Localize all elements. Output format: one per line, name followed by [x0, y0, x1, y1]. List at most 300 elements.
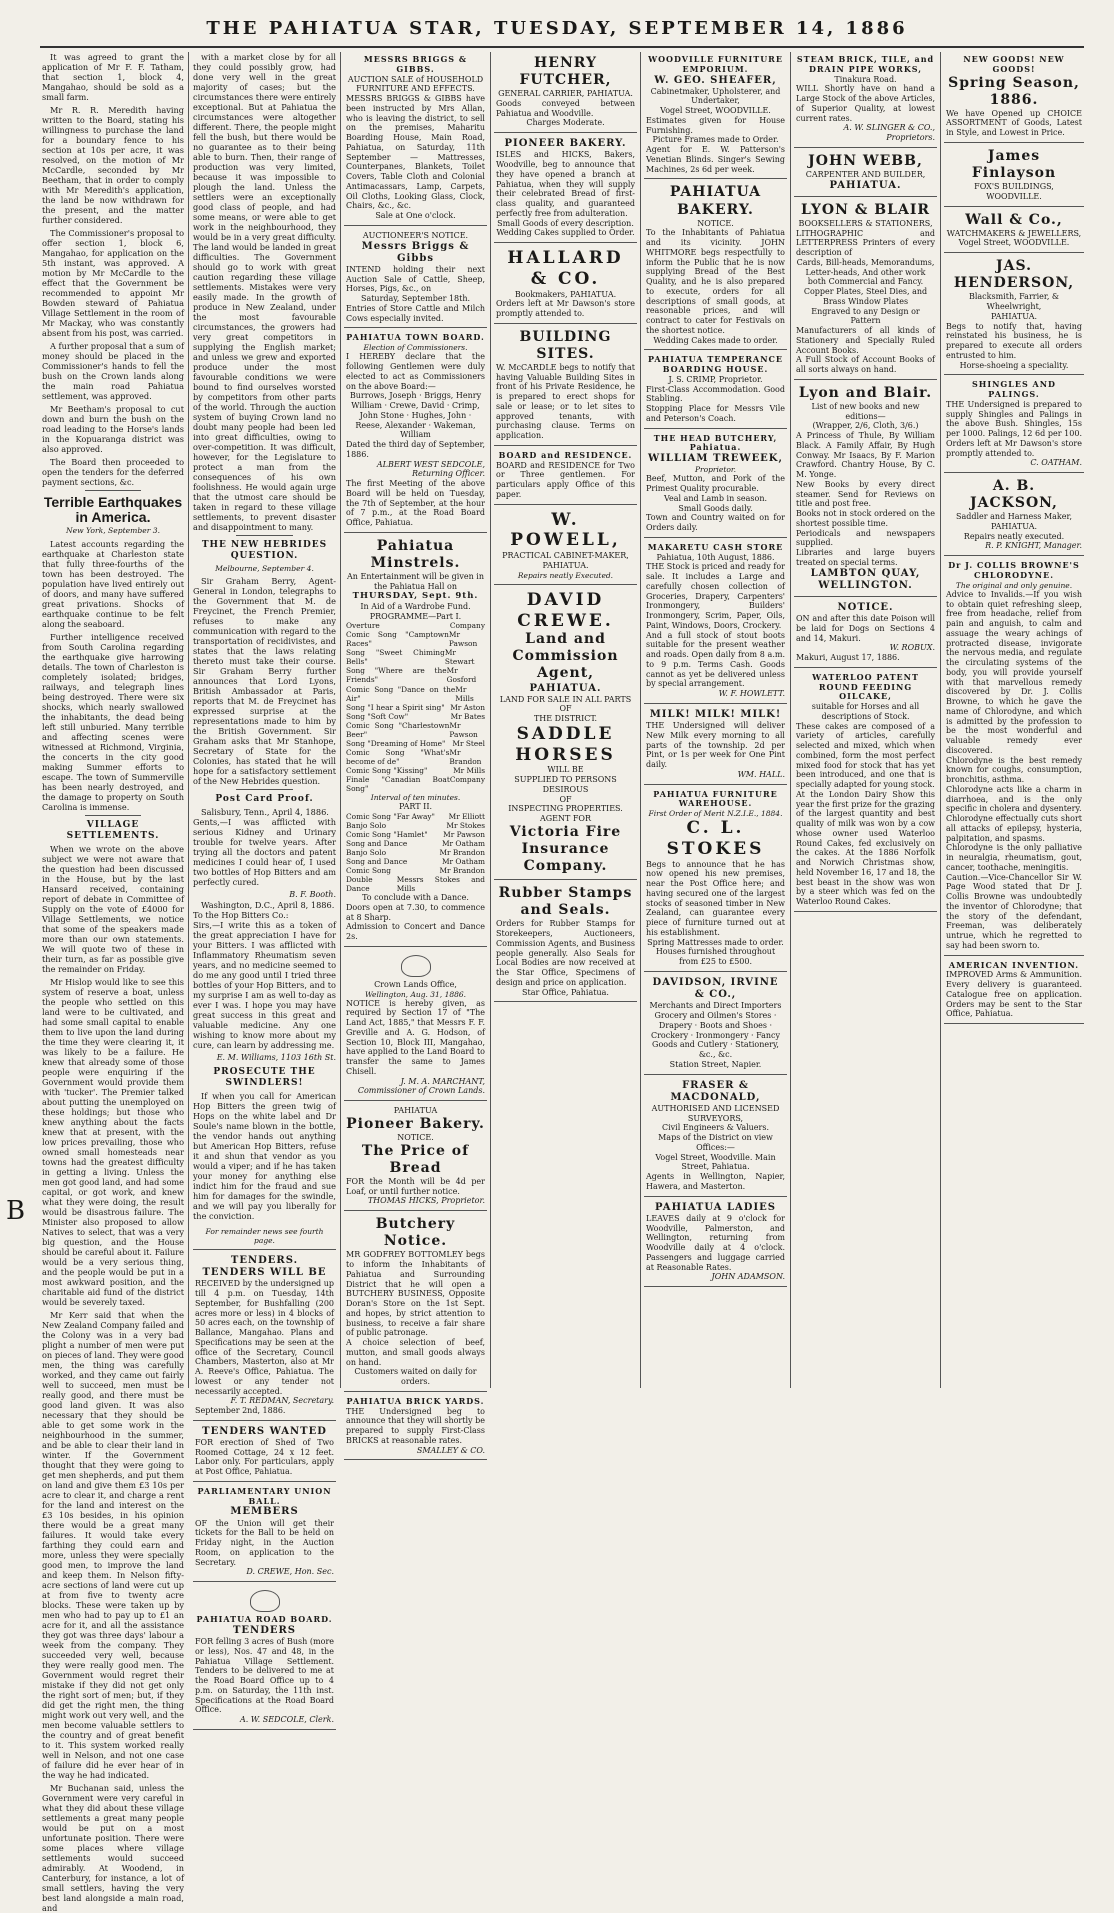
programme-row: [346, 866, 485, 875]
ad-body: Agents in Wellington, Napier, Hawera, and Masterton.: [646, 1172, 785, 1191]
ad-body: INTEND holding their next Auction Sale of Cattle, Sheep, Horses, Pigs, &c., on: [346, 264, 485, 294]
signature: E. M. Williams, 1103 16th St.: [216, 1052, 336, 1062]
editor-note: For remainder news see fourth page.: [205, 1226, 324, 1245]
column-3: [344, 52, 487, 1455]
article-headline: Terrible Earthquakes in America.: [43, 494, 183, 525]
ad-body: Goods conveyed between Pahiatua and Woodville.: [496, 98, 635, 118]
ad-title: Crown Lands Office,: [374, 979, 457, 989]
cash-store-ad: [644, 540, 787, 704]
column-1: [42, 52, 184, 1913]
divider: [85, 490, 142, 491]
ad-subtitle: NOTICE.: [697, 218, 734, 228]
ad-date: Dated the third day of September, 1886.: [346, 440, 485, 459]
brick-yards-ad: [344, 1394, 487, 1461]
programme-item: Double Dance: [346, 874, 373, 894]
news-paragraph: Washington, D.C., April 8, 1886. To the Hop Bitters Co.: Sirs,—I write this as a token of the great appreciation I have for your Bitters. I was afflicted with Inflammatory Rheumatism seven years, and no medicine seemed to do me any good until I tried three bottles of your Hop Bitters, and to my surprise I am as well to-day as ever I was. I hope you may have great success in this great and valuable medicine. Any one wishing to know more about my cure, can learn by addressing me.: [193, 899, 336, 1050]
column-2: [193, 52, 336, 1725]
ad-body: Beef, Mutton, and Pork of the Primest Quality procurable.: [646, 474, 785, 494]
ad-headline: C. L. STOKES: [666, 818, 765, 859]
programme-item: Comic Song "Kissing": [346, 765, 428, 775]
programme-item: Song "Where are the Friends": [346, 666, 447, 685]
ad-subtitle: BOOKSELLERS & STATIONERS,: [798, 218, 933, 228]
ad-title: HALLARD & CO.: [507, 248, 624, 289]
ad-body: Chlorodyne is the best remedy known for coughs, consumption, bronchitis, asthma.: [946, 755, 1082, 785]
ad-place: PAHIATUA.: [529, 682, 602, 694]
invention-ad: [944, 958, 1084, 1025]
programme-row: [346, 857, 485, 866]
programme-item: Song and Dance: [346, 856, 408, 866]
importers-ad: [644, 974, 787, 1075]
ad-title: SHINGLES AND PALINGS.: [972, 379, 1056, 400]
programme-item: Banjo Solo: [346, 820, 387, 830]
ad-body: Manufacturers of all kinds of Stationery and Specially Ruled Account Books.: [796, 326, 935, 355]
news-paragraph: The Commissioner's proposal to offer section 1, block 6, Mangahao, for application on the 5th instant, was approved. A motion by Mr McCardle to the effect that the Government be recommended to appoint Mr Bowden steward of Pahiatua Village Settlement in the room of Mr Mackay, who was constantly absent from his post, was carried.: [42, 228, 184, 338]
ad-body: A Princess of Thule, By William Black. A Family Affair, By Hugh Conway. Mr Isaacs, By F. Marion Crawford. Chantry House, By C. M. Yonge.: [796, 431, 935, 480]
article-headline: Post Card Proof.: [215, 794, 314, 805]
ad-body: Estimates given for House Furnishing.: [646, 115, 785, 135]
carrier-ad: [494, 52, 637, 133]
programme-row: [346, 875, 485, 893]
news-paragraph: Sir Graham Berry, Agent-General in London, telegraphs to the Government that M. de Freycinet, the French Premier, refuses to make any communication with regard to the transportation of recidivistes, and states that the laws relating thereto must take their course. Sir Graham Berry further announces that Lord Lyons, British Ambassador at Paris, reports that M. de Freycinet has expressed surprise at the representations made to him by the British Government. Sir Graham asks that Mr Stanhope, Secretary of State for the Colonies, has stated that he will hope for a satisfactory settlement of the New Hebrides question.: [193, 576, 336, 787]
masthead: THE PAHIATUA STAR, TUESDAY, SEPTEMBER 14, 1886: [206, 18, 908, 39]
programme-row: [346, 712, 485, 721]
programme-part-2: [346, 812, 485, 893]
ad-subtitle: GENERAL CARRIER, PAHIATUA.: [498, 89, 633, 99]
ad-date: Pahiatua, 10th August, 1886.: [656, 552, 775, 562]
ad-body: Stopping Place for Messrs Vile and Peterson's Coach.: [646, 404, 785, 423]
ad-headline: SADDLE HORSES: [515, 723, 616, 765]
ad-subtitle: Saddler and Harness Maker,: [956, 512, 1072, 522]
ad-place: PAHIATUA.: [990, 311, 1038, 321]
news-paragraph: with a market close by for all they could possibly grow, had done very well in the great majority of cases; but the circumstances there were entirely exceptional. But at Pahiatua the circumstances were altogether different. There, the people might fell the bush, but there would be no guarantee as to their being able to burn. Then, their range of production was very limited, because it was impossible to plough the land. Unless the settlers were an exceptionally good class of people, and had some means, or were able to get work in the neighbourhood, they would be in a very great difficulty. The land would be landed in great difficulties. The Government should go to work with great caution regarding these village settlements. Mistakes were very easily made. In the growth of produce in New Zealand, under the most favourable circumstances, the growers had very great competitors in supplying the English market; and unless we grew and exported produce under the most favourable conditions we were bound to find ourselves worsted by competitors from other parts of the world. Through the auction system of buying Crown land no doubt many people had been led into great difficulties, owing to over-competition. It was difficult, however, for the Legislature to protect a man from the consequences of his own foolishness. He would again urge that the utmost care should be taken in regard to these village settlements, to prevent disaster and disappointment to many.: [193, 52, 336, 532]
town-board-ad: [344, 330, 487, 532]
ad-body: ON and after this date Poison will be laid for Dogs on Sections 4 and 14, Makuri.: [796, 614, 935, 643]
news-paragraph: It was agreed to grant the application of Mr F. F. Tatham, that section 1, block 4, Mangahao, should be sold as a small farm.: [42, 52, 184, 102]
ad-title: Pioneer Bakery.: [346, 1115, 485, 1132]
ad-title: STEAM BRICK, TILE, and DRAIN PIPE WORKS,: [796, 54, 935, 74]
ad-title: AMERICAN INVENTION.: [948, 959, 1080, 970]
programme-performer: Mr Pawson: [448, 630, 478, 649]
ad-footer: Star Office, Pahiatua.: [522, 987, 609, 997]
ad-title: DAVIDSON, IRVINE & CO.,: [652, 976, 779, 1001]
ad-body: Repairs neatly executed.: [963, 531, 1065, 541]
column-4: [494, 52, 637, 1392]
ad-body: NOTICE is hereby given, as required by Section 17 of "The Land Act, 1885," that Messrs F. F. Greville and A. G. Hodson, of Section 10, Block III, Mangahao, have applied to the Land Board to transfer the same to James Chisell.: [346, 998, 485, 1076]
programme-performer: Mr Pawson: [449, 720, 478, 739]
building-sites-ad: [494, 326, 637, 446]
ad-headline: Victoria Fire Insurance: [509, 823, 622, 858]
programme-performer: Mr Mills: [455, 684, 474, 703]
ad-body: We have Opened up CHOICE ASSORTMENT of Goods, Latest in Style, and Lowest in Price.: [946, 108, 1082, 138]
ad-subtitle: Blacksmith, Farrier, & Wheelwright,: [968, 292, 1060, 312]
ad-title: W. POWELL,: [510, 509, 621, 551]
road-board-ad: [193, 1584, 336, 1730]
furniture-warehouse-ad: [644, 787, 787, 972]
programme-row: [346, 839, 485, 848]
ad-body: WILL BE: [547, 765, 584, 775]
ad-body: THE Stock is priced and ready for sale. It includes a Large and carefully chosen collection of Groceries, Drapery, Carpenters' Ironmongery, Builders' Ironmongery, Scrim, Paper, Oils, Paint, Windows, Doors, Crockery.: [646, 562, 785, 630]
column-rule: [940, 52, 941, 1388]
pahiatua-bakery-ad: [644, 181, 787, 350]
column-rule: [790, 52, 791, 1388]
news-paragraph: Mr Beetham's proposal to cut down and burn the bush on the road leading to the Horse's lands in the Kopuaranga district was also approved.: [42, 404, 184, 454]
programme-performer: Company: [449, 774, 485, 784]
programme-row: [346, 703, 485, 712]
brick-works-ad: [794, 52, 937, 148]
ad-body: First-Class Accommodation. Good Stabling.: [646, 384, 785, 404]
ad-body: THE DISTRICT.: [533, 714, 598, 724]
programme-item: Comic Song "Dance on the Air": [346, 684, 456, 703]
signature: C. OATHAM.: [1030, 458, 1082, 468]
ad-title: WOODVILLE FURNITURE EMPORIUM.: [648, 54, 783, 74]
news-paragraph: Mr Hislop would like to see this system of reserve a boat, unless the people who settled on this land were to be cultivated, and had some small capital to enable them to live upon the land during the time they were clearing it, it was likely to be a failure. He knew that already some of those people were enquiring if the Government would provide them with 'tucker'. The Premier talked about putting the unemployed on these holdings; but those who knew anything about the facts knew that at present, with the low prices prevailing, those who owned small homesteads near towns had the greatest difficulty in getting a living. Unless the men got good land, and had some capital, or got work, and knew what they were doing, the result would be disastrous failure. The Minister also proposed to allow Natives to select, that was a very big question, and the House should be careful about it. Failure would be a very serious thing, and the people would be put in a most awkward position, and the charitable aid fund of the district would be severely taxed.: [42, 976, 184, 1307]
ad-body: (Wrapper, 2/6, Cloth, 3/6.): [812, 421, 919, 431]
column-7: [944, 52, 1084, 1392]
ad-body: Agent for E. W. Patterson's Venetian Blinds. Singer's Sewing Machines, 2s 6d per week.: [646, 145, 785, 174]
programme-performer: Mr Stokes: [446, 820, 485, 830]
ad-body: THE Undersigned beg to announce that they will shortly be prepared to supply First-Class BRICKS at reasonable rates.: [346, 1406, 485, 1445]
ad-subtitle: W. GEO. SHEAFER,: [654, 74, 777, 86]
ad-title: TENDERS WANTED: [202, 1425, 327, 1437]
programme-performer: Mr Brandon: [449, 747, 482, 766]
jewellers-ad: [944, 209, 1084, 254]
programme-row: [346, 775, 485, 793]
ad-body: SUPPLIED TO PERSONS DESIROUS: [514, 775, 617, 794]
ad-title: BOARD and RESIDENCE.: [498, 449, 633, 460]
ad-title: MILK! MILK! MILK!: [649, 708, 782, 720]
ad-body: MR GODFREY BOTTOMLEY begs to inform the Inhabitants of Pahiatua and Surrounding District that he will open a BUTCHERY BUSINESS, Opposite Doran's Store on the 1st Sept. and hopes, by strict attention to business, to receive a fair share of public patronage.: [346, 1250, 485, 1338]
ad-date: Makuri, August 17, 1886.: [796, 653, 900, 663]
programme-row: [346, 748, 485, 766]
ad-body: LITHOGRAPHIC and LETTERPRESS Printers of every description of: [796, 228, 935, 258]
ad-trade: Civil Engineers & Valuers.: [661, 1123, 770, 1133]
ad-address: Vogel Street, WOODVILLE.: [958, 238, 1070, 248]
ad-subtitle: Election of Commissioners.: [363, 343, 468, 353]
ad-title: Dr J. COLLIS BROWNE'S CHLORODYNE.: [948, 560, 1080, 580]
coat-of-arms-icon: [250, 1590, 280, 1612]
ad-footer: Charges Moderate.: [526, 118, 605, 128]
ad-title: Lyon and Blair.: [798, 384, 933, 401]
programme-item: Overture: [346, 621, 380, 631]
programme-row: [346, 721, 485, 739]
boarding-house-ad: [644, 352, 787, 428]
margin-mark: B: [6, 1196, 26, 1226]
butchery-ad: [644, 431, 787, 538]
ad-title: James Finlayson: [971, 147, 1057, 181]
ad-place: PAHIATUA.: [829, 179, 902, 191]
programme-item: Comic Song "Camptown Races": [346, 630, 449, 649]
programme-row: [346, 648, 485, 666]
ad-footer: Wedding Cakes supplied to Order.: [496, 228, 635, 238]
ad-address: Station Street, Napier.: [669, 1059, 762, 1069]
ad-title: Butchery Notice.: [375, 1216, 456, 1250]
ad-footer: Houses furnished throughout from £25 to £500.: [655, 947, 776, 967]
news-paragraph: Mr Buchanan said, unless the Government were very careful in what they did about these village settlements a great many people would be put on a most unfortunate position. There were some places where village settlements would succeed admirably. At Woodend, in Canterbury, for instance, a lot of small settlers, having the very best land alongside a main road, and: [42, 1782, 184, 1913]
ad-body: Chlorodyne is the only palliative in neuralgia, rheumatism, gout, cancer, toothache, meningitis.: [946, 843, 1082, 872]
ad-body: FOR felling 3 acres of Bush (more or less), Nos. 47 and 48, in the Pahiatua Village Settlement. Tenders to be delivered to me at the Road Board Office up to 4 p.m. on Saturday, the 11th inst. Specifications at the Road Board Office.: [195, 1637, 334, 1715]
ad-title: MESSRS BRIGGS & GIBBS.: [363, 54, 468, 74]
ad-body: Orders left at Mr Dawson's store promptly attended to.: [496, 299, 635, 319]
ad-body: ISLES and HICKS, Bakers, Woodville, beg to announce that they have opened a branch at Pahiatua, when they will supply their celebrated Bread of first-class quality, and guaranteed perfectly free from adulteration.: [496, 150, 635, 218]
ad-body: Town and Country waited on for Orders daily.: [646, 513, 785, 533]
divider: [236, 789, 293, 790]
programme-performer: Mr Brandon: [439, 865, 485, 875]
news-paragraph: Latest accounts regarding the earthquake at Charleston state that fully three-fourths of the town has been destroyed. The population have lived entirely out of doors, and many have suffered great privations. Shocks of earthquake continue to be felt along the seaboard.: [42, 538, 184, 629]
tenders-ad: [193, 1252, 336, 1421]
divider: [85, 815, 142, 816]
ad-title: LYON & BLAIR: [800, 201, 931, 218]
column-rule: [340, 52, 341, 1388]
ad-body: Veal and Lamb in season.: [663, 493, 768, 503]
ad-subtitle: WATCHMAKERS & JEWELLERS,: [946, 228, 1082, 238]
ad-place: PAHIATUA.: [990, 521, 1038, 531]
news-paragraph: Salisbury, Tenn., April 4, 1886. Gents,—I was afflicted with serious Kidney and Urinary trouble for twelve years. After trying all the doctors and patent medicines I could hear of, I used two bottles of Hop Bitters and am perfectly cured.: [193, 807, 336, 888]
ad-cause: In Aid of a Wardrobe Fund.: [360, 601, 471, 611]
ad-subtitle: suitable for Horses and all descriptions of Stock.: [811, 702, 920, 721]
news-paragraph: When we wrote on the above subject we were not aware that the question had been discussed in the House, but by the last Hansard received, containing report of debate in Committee of Supply on the vote of £4000 for Village Settlements, we notice that some of the speakers made more than our own statements. We will quote two of these in their turn, as far as possible give the remainder on Friday.: [42, 843, 184, 974]
ad-body: WILL Shortly have on hand a Large Stock of the above Articles, of Superior Quality, at lowest current rates.: [796, 84, 935, 123]
signature: B. F. Booth.: [289, 890, 336, 900]
signature: D. CREWE, Hon. Sec.: [246, 1567, 334, 1577]
ad-date: THURSDAY, Sept. 9th.: [352, 591, 479, 602]
ad-body: W. McCARDLE begs to notify that having Valuable Building Sites in front of his Private Residence, he is prepared to erect shops for sale or lease; or to let sites to approved tenants, with purchasing clause. Terms on application.: [496, 362, 635, 441]
board-residence-ad: [494, 448, 637, 505]
ad-date: Wellington, Aug. 31, 1886.: [364, 989, 467, 999]
ad-subtitle: AUCTION SALE of HOUSEHOLD FURNITURE AND EFFECTS.: [347, 74, 484, 94]
column-rule: [188, 52, 189, 1388]
programme-item: Comic Song: [346, 865, 391, 875]
interval-note: Interval of ten minutes.: [370, 792, 461, 802]
auction-ad: [344, 52, 487, 226]
programme-item: Song and Dance: [346, 838, 408, 848]
bookmakers-ad: [494, 245, 637, 324]
article-headline: PROSECUTE THE SWINDLERS!: [213, 1066, 316, 1088]
programme-performer: Mr Brandon: [439, 847, 485, 857]
rubber-stamps-ad: [494, 882, 637, 1002]
signature: WM. HALL.: [737, 769, 785, 779]
dateline: Melbourne, September 4.: [215, 563, 314, 573]
ad-body: Small Goods of every description.: [497, 218, 634, 228]
signature: SMALLEY & CO.: [416, 1445, 485, 1455]
ad-headline: Land and Commission: [512, 631, 619, 665]
ad-subtitle: TENDERS: [232, 1624, 297, 1636]
ad-body: Begs to notify that, having reinstated his business, he is prepared to execute all orders entrusted to him.: [946, 321, 1082, 360]
ad-footer: Entries of Store Cattle and Milch Cows especially invited.: [346, 303, 485, 323]
new-books-ad: [794, 382, 937, 597]
news-paragraph: Mr Kerr said that when the New Zealand Company failed and the Colony was in a very bad plight a number of men were put on pieces of land. They were good men, the thing was carefully worked, and they came out fairly well to succeed, men must be really good, and there must be good land given. It was also necessary that they should be able to get some work in the neighbourhood in the summer, and be able to clear their land in winter. If the Government thought that they were going to get men shepherds, and put them on land and give them £3 10s per acre to clear it, and charge a rent for the land and interest on the £3 10s besides, in his opinion there would be a great many failures. It would take every farthing they could earn and more, unless they were specially good men, to improve the land and keep them. In Nelson fifty-acre sections of land were cut up at from five to twenty acre blocks. These were taken up by men who had to pay up to £1 an acre for it, and all the assistance they got was three days' labour a week from the company. They succeeded very well, because they were really good men. The Government would regret their mistake if they did not get only the right sort of men; but, if they did get the right men, the thing might work out very well, and the men become valuable settlers to the country and of great benefit to it. This system worked really well in Nelson, and not one case of failure did he ever hear of in the way he had indicated.: [42, 1309, 184, 1780]
ad-subtitle: PRACTICAL CABINET-MAKER, PAHIATUA.: [502, 551, 629, 570]
article-headline: THE NEW HEBRIDES QUESTION.: [201, 540, 328, 561]
programme-item: Banjo Solo: [346, 847, 387, 857]
ad-body: Grocery and Oilmen's Stores · Drapery · Boots and Shoes · Crockery · Ironmongery · Fancy Goods and Cutlery · Stationery, &c., &c.: [650, 1011, 781, 1060]
ad-body: A Full Stock of Account Books of all sorts always on hand.: [796, 355, 935, 375]
land-agent-ad: [494, 587, 637, 880]
ad-body: THE Undersigned will deliver New Milk every morning to all parts of the township. 2d per Pint, or 1s per week for One Pint daily.: [646, 721, 785, 770]
programme-row: [346, 621, 485, 630]
ad-title: PAHIATUA FURNITURE WAREHOUSE.: [653, 788, 778, 809]
ad-footer: To conclude with a Dance.: [362, 893, 469, 903]
programme-item: Comic Song "What's become of de": [346, 747, 450, 766]
ad-address: Vogel Street, Woodville. Main Street, Pahiatua.: [655, 1152, 776, 1172]
ad-date: Saturday, September 18th.: [360, 294, 471, 304]
ad-title: FRASER & MACDONALD,: [670, 1079, 761, 1103]
pioneer-bakery-ad: [494, 135, 637, 243]
programme-item: Song "Dreaming of Home": [346, 738, 446, 748]
ad-body: FOR the Month will be 4d per Loaf, or until further notice.: [346, 1176, 485, 1196]
programme-row: [346, 812, 485, 821]
ad-body: Repairs neatly Executed.: [517, 570, 614, 580]
ad-title: PARLIAMENTARY UNION BALL.: [197, 1485, 332, 1506]
ad-body: OF the Union will get their tickets for the Ball to be held on Friday night, in the Auction Room, on application to the Secretary.: [195, 1518, 334, 1567]
programme-item: Comic Song "Charlestown Beer": [346, 720, 450, 739]
tenders-wanted-ad: [193, 1423, 336, 1482]
ad-body: At the London Dairy Show this year the first prize for the grazing of the largest quantity and best quality of milk was won by a cow whose owner used Waterloo Round Cakes, fed exclusively on the cakes. At the 1886 Norfolk and Norwich Christmas show, held November 16, 17 and 18, the best beast in the show was won by a steer which was fed on the Waterloo Round Cakes.: [796, 789, 935, 907]
programme-performer: Mr Gosford: [446, 666, 477, 685]
ad-place: Tinakura Road.: [834, 74, 897, 84]
column-rule: [640, 52, 641, 1388]
programme-row: [346, 630, 485, 648]
programme-part-1: [346, 621, 485, 793]
ad-body: Books not in stock ordered on the shortest possible time.: [796, 509, 935, 528]
ad-body: Maps of the District on view: [658, 1133, 773, 1143]
news-paragraph: Mr R. R. Meredith having written to the Board, stating his willingness to purchase the land for a boundary fence to his section at 10s per acre, it was resolved, on the motion of Mr McCardle, seconded by Mr Beetham, that in order to comply with Mr Meredith's application, the land be now withdrawn for the present, and the matter further considered.: [42, 105, 184, 225]
news-paragraph: If when you call for American Hop Bitters the green twig of Hops on the white label and Dr Soule's name blown in the bottle, the vendor hands out anything but American Hop Bitters, refuse it and shun that vendor as you would a viper; and if he has taken your money for anything else indict him for the fraud and sue him for damages for the swindle, and we will pay you liberally for the conviction.: [193, 1090, 336, 1221]
signature: W. ROBUX.: [889, 643, 935, 653]
ad-title: BUILDING SITES.: [519, 328, 612, 362]
ad-subtitle: MEMBERS: [230, 1506, 299, 1518]
signature: A. W. SEDCOLE, Clerk.: [239, 1715, 334, 1725]
ad-headline: The Price of Bread: [361, 1142, 470, 1176]
ad-body: MESSRS BRIGGS & GIBBS have been instructed by Mrs Allan, who is leaving the district, to sell on the premises, Maharitu Boarding House, Main Road, Pahiatua, on Saturday, 11th September — Mattresses, Counterpanes, Blankets, Toilet Covers, Table Cloth and Colonial Antimacassars, Lamp, Carpets, Oil Cloths, Looking Glass, Clock, Chairs, &c., &c.: [346, 94, 485, 211]
programme-performer: Mr Oatham: [441, 838, 485, 848]
column-rule: [490, 52, 491, 1388]
signature: F. T. REDMAN, Secretary.: [230, 1396, 334, 1406]
programme-row: [346, 848, 485, 857]
ad-subtitle: Messrs Briggs & Gibbs: [361, 240, 470, 264]
programme-item: Comic Song "Far Away": [346, 811, 435, 821]
ad-title: A. B. JACKSON,: [970, 478, 1058, 512]
ad-headline: Agent,: [536, 665, 595, 682]
ad-subtitle: Proprietor.: [694, 465, 737, 475]
ad-title: PAHIATUA BAKERY.: [669, 184, 762, 218]
ad-title: DAVID CREWE.: [517, 589, 614, 631]
ad-title: PIONEER BAKERY.: [504, 138, 627, 150]
ad-body: RECEIVED by the undersigned up till 4 p.m. on Tuesday, 14th September, for Bushfalling (200 acres more or less) in 4 blocks of 50 acres each, on the township of Ballance, Mangahao. Plans and Specifications may be seen at the office of the Secretary, Council Chambers, Masterton, also at Mr A. Reeve's Office, Pahiatua. The lowest or any tender not necessarily accepted.: [195, 1279, 334, 1396]
crown-lands-ad: [344, 949, 487, 1101]
furniture-emporium-ad: [644, 52, 787, 179]
butchery-ad: [344, 1213, 487, 1392]
ad-footer: Wedding Cakes made to order.: [653, 335, 778, 345]
signature: R. P. KNIGHT, Manager.: [985, 541, 1082, 551]
ad-body: LEAVES daily at 9 o'clock for Woodville, Palmerston, and Wellington, returning from Woodville daily at 4 o'clock. Passengers and luggage carried at Reasonable Rates.: [646, 1213, 785, 1272]
news-paragraph: The Board then proceeded to open the tenders for the deferred payment sections, &c.: [42, 457, 184, 487]
ad-title: PAHIATUA BRICK YARDS.: [346, 1395, 485, 1406]
ad-title: THE HEAD BUTCHERY, Pahiatua.: [653, 432, 778, 453]
ad-body: I HEREBY declare that the following Gentlemen were duly elected to act as Commissioners on the above Board:—: [346, 352, 485, 391]
ad-title: PAHIATUA TOWN BOARD.: [346, 332, 485, 343]
coach-ad: [644, 1199, 787, 1287]
programme-item: Comic Song "Hamlet": [346, 829, 428, 839]
notice-ad: [794, 599, 937, 668]
ad-body: AGENT FOR: [539, 814, 592, 824]
cabinet-maker-ad: [494, 507, 637, 585]
ad-footer: Admission to Concert and Dance 2s.: [346, 922, 485, 942]
programme-performer: Mr Aston: [450, 702, 485, 712]
news-paragraph: Further intelligence received from South Carolina regarding the earthquake give harrowing details. The town of Charleston is completely isolated; bridges, railways, and telegraph lines being destroyed. There were six shocks, which nearly swallowed the inhabitants, the dead being left still unburied. Many terrible and affecting scenes were witnessed at Richmond, Virginia, the concerts in the city good making Summer efforts to escape. The town of Summerville has been nearly destroyed, and the damage to property on South Carolina is immense.: [42, 631, 184, 812]
ad-subtitle: Spring Season, 1886.: [948, 74, 1080, 108]
ad-subtitle: Bookmakers, PAHIATUA.: [514, 289, 617, 299]
signature: THOMAS HICKS, Proprietor.: [367, 1196, 485, 1206]
ad-body: Spring Mattresses made to order.: [647, 937, 784, 947]
column-5: [644, 52, 787, 1392]
divider: [236, 535, 293, 536]
ad-title: NOTICE.: [837, 602, 894, 614]
ad-title: TENDERS.: [230, 1254, 299, 1266]
ad-body: New Books by every direct steamer. Send for Reviews on title and post free.: [796, 479, 935, 509]
ad-body: IMPROVED Arms & Ammunition. Every delivery is guaranteed. Catalogue free on application. Orders may be sent to the Star Office, Pahiatua.: [946, 970, 1082, 1019]
minstrels-ad: [344, 535, 487, 947]
dateline: New York, September 3.: [66, 526, 160, 536]
ad-body: Offices:—: [696, 1142, 735, 1152]
ad-body: Advice to Invalids.—If you wish to obtain quiet refreshing sleep, free from headache, relief from pain and anguish, to calm and assuage the weary achings of protracted disease, invigorate the nervous media, and regulate the circulating systems of the body, you will provide yourself with that marvellous remedy discovered by Dr. J. Collis Browne, to which he gave the name of Chlorodyne, and which is admitted by the profession to be the most wonderful and valuable remedy ever discovered.: [946, 589, 1082, 755]
oilcake-ad: [794, 670, 937, 912]
programme-performer: Mr Bates: [450, 711, 485, 721]
ad-body: BOARD and RESIDENCE for Two or Three gentlemen. For particulars apply Office of this paper.: [496, 460, 635, 499]
ad-subtitle: FOX'S BUILDINGS, WOODVILLE.: [974, 182, 1054, 201]
signature: ALBERT WEST SEDCOLE, Returning Officer.: [376, 459, 485, 479]
signature: A. W. SLINGER & CO., Proprietors.: [843, 123, 935, 142]
ad-address: Vogel Street, WOODVILLE.: [660, 106, 771, 116]
ad-body: To the Inhabitants of Pahiatua and its vicinity. JOHN WHITMORE begs respectfully to inform the Public that he is now supplying Bread of the Best Quality, and he is also prepared to execute, orders for all descriptions of small goods, at reasonable prices, and will contract to cater for Festivals on the shortest notice.: [646, 228, 785, 335]
programme-performer: Mr Oatham: [441, 856, 485, 866]
ad-subtitle: J. S. CRIMP, Proprietor.: [668, 374, 763, 384]
signature: JOHN ADAMSON.: [711, 1272, 785, 1282]
saddler-ad: [944, 475, 1084, 556]
ad-body: Cards, Bill-heads, Memorandums, Letter-heads, And other work both Commercial and Fancy.: [796, 257, 935, 287]
finlayson-ad: [944, 145, 1084, 207]
ad-body: These cakes are composed of a variety of articles, carefully selected and mixed, which when combined, form the most perfect mixed food for stock that has yet been introduced, and one that is specially adapted for young stock.: [796, 721, 935, 790]
ad-body: INSPECTING PROPERTIES.: [508, 804, 623, 814]
ad-body: Picture Frames made to Order.: [652, 135, 779, 145]
ad-subtitle: WILLIAM TREWEEK,: [648, 453, 783, 465]
ad-date: September 2nd, 1886.: [195, 1406, 286, 1415]
ad-title: PAHIATUA TEMPERANCE BOARDING HOUSE.: [647, 354, 784, 375]
programme-row: [346, 685, 485, 703]
new-goods-ad: [944, 52, 1084, 143]
ad-body: THE Undersigned is prepared to supply Shingles and Palings in the above Bush. Shingles, 15s per 1000. Palings, 12 6d per 100. Orders left at Mr Dawson's store promptly attended to.: [946, 399, 1082, 458]
programme-row: [346, 766, 485, 775]
shingles-ad: [944, 377, 1084, 473]
signature: J. M. A. MARCHANT, Commissioner of Crown Lands.: [357, 1076, 485, 1096]
ad-body: Begs to announce that he has now opened his new premises, near the Post Office here; and having secured one of the largest stocks of seasoned timber in New Zealand, can guarantee every piece of furniture turned out at his establishment.: [646, 859, 785, 937]
programme-row: [346, 830, 485, 839]
programme-performer: Mr Elliott: [448, 811, 485, 821]
programme-item: Finale "Canadian Boat Song": [346, 774, 450, 793]
ad-body: Small Goods daily.: [678, 503, 753, 513]
ad-subtitle: The original and only genuine.: [955, 580, 1073, 590]
ad-title: Pahiatua Minstrels.: [370, 537, 461, 571]
ad-address: LAMBTON QUAY, WELLINGTON.: [810, 567, 921, 591]
ad-title: AUCTIONEER'S NOTICE.: [362, 230, 469, 240]
builder-ad: [794, 150, 937, 197]
ad-trade: Cabinetmaker, Upholsterer, and Undertaker,: [650, 86, 781, 106]
ad-title: PAHIATUA ROAD BOARD.: [196, 1614, 333, 1625]
ad-kicker: PAHIATUA: [393, 1106, 438, 1116]
ad-body: Chlorodyne effectually cuts short all attacks of epilepsy, hysteria, palpitation, and spasms.: [946, 814, 1082, 843]
column-6: [794, 52, 937, 1392]
article-headline: VILLAGE SETTLEMENTS.: [66, 819, 160, 841]
booksellers-ad: [794, 199, 937, 380]
